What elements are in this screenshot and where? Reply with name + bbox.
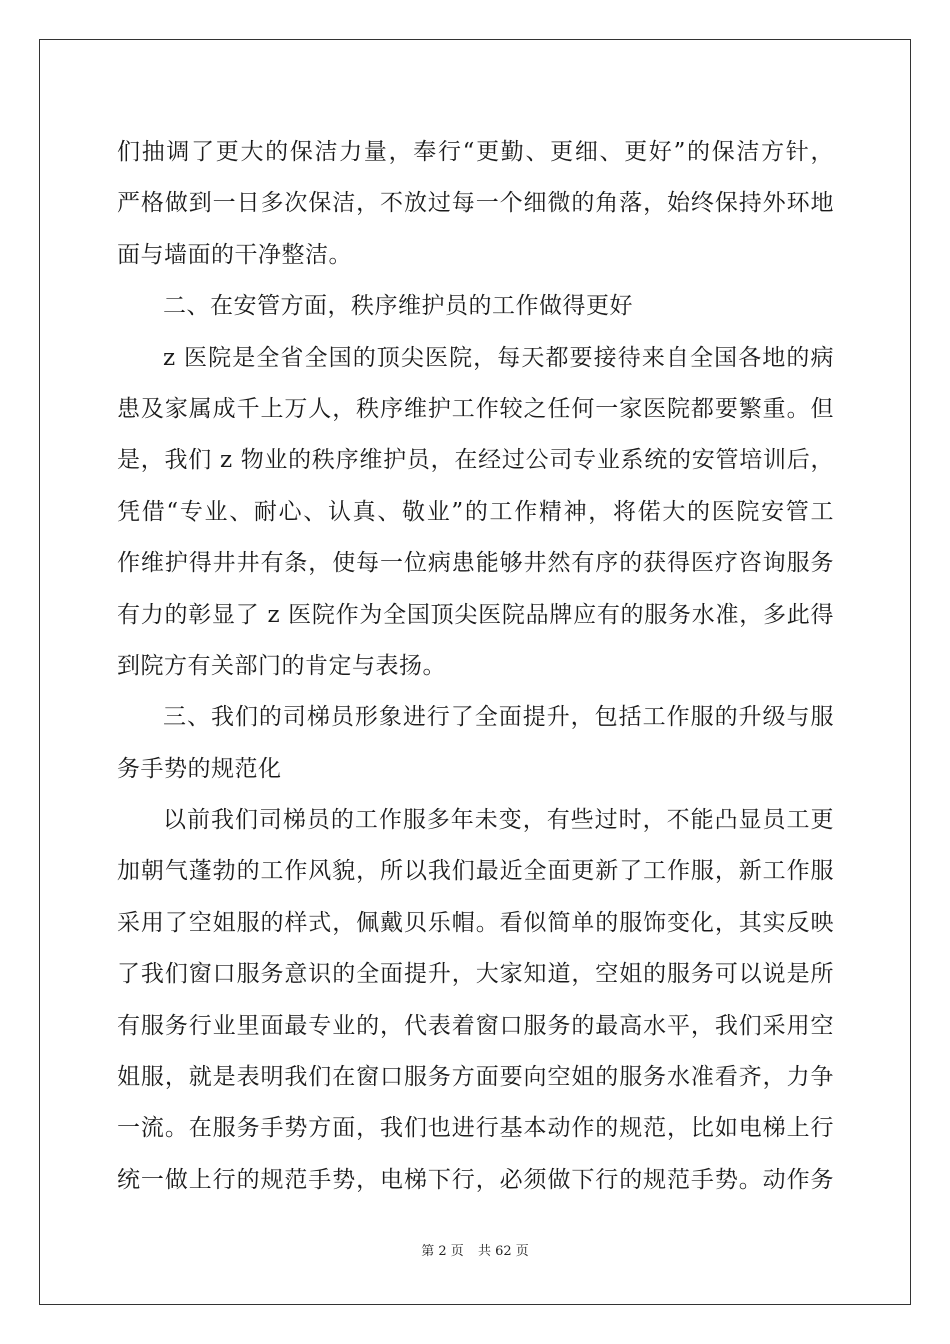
text-line: 以前我们司梯员的工作服多年未变，有些过时，不能凸显员工更	[163, 807, 834, 834]
text-line: 面与墙面的干净整洁。	[117, 241, 352, 268]
text-line: 到院方有关部门的肯定与表扬。	[117, 652, 446, 679]
section-heading: 务手势的规范化	[117, 755, 282, 782]
text-line: 凭借“专业、耐心、认真、敬业”的工作精神，将偌大的医院安管工	[117, 498, 834, 525]
text-line: 统一做上行的规范手势，电梯下行，必须做下行的规范手势。动作务	[117, 1166, 834, 1193]
text-line: 采用了空姐服的样式，佩戴贝乐帽。看似简单的服饰变化，其实反映	[117, 909, 834, 936]
text-line: 作维护得井井有条，使每一位病患能够井然有序的获得医疗咨询服务	[117, 550, 834, 577]
text-line: 一流。在服务手势方面，我们也进行基本动作的规范，比如电梯上行	[117, 1115, 834, 1142]
text-line: 有力的彰显了 z 医院作为全国顶尖医院品牌应有的服务水准，多此得	[117, 601, 834, 628]
text-line: 加朝气蓬勃的工作风貌，所以我们最近全面更新了工作服，新工作服	[117, 858, 834, 885]
text-line: z 医院是全省全国的顶尖医院，每天都要接待来自全国各地的病	[163, 344, 834, 371]
document-body	[117, 127, 834, 1206]
text-line: 严格做到一日多次保洁，不放过每一个细微的角落，始终保持外环地	[117, 190, 834, 217]
text-line: 姐服，就是表明我们在窗口服务方面要向空姐的服务水准看齐，力争	[117, 1064, 834, 1091]
text-line: 患及家属成千上万人，秩序维护工作较之任何一家医院都要繁重。但	[117, 395, 834, 422]
text-line: 了我们窗口服务意识的全面提升，大家知道，空姐的服务可以说是所	[117, 961, 834, 988]
page-footer	[0, 1240, 950, 1259]
page-total: 共 62 页	[477, 1244, 529, 1259]
section-heading: 三、我们的司梯员形象进行了全面提升，包括工作服的升级与服	[163, 704, 834, 731]
section-heading: 二、在安管方面，秩序维护员的工作做得更好	[163, 293, 633, 320]
page-number: 第 2 页	[421, 1244, 464, 1259]
text-line: 是，我们 z 物业的秩序维护员，在经过公司专业系统的安管培训后，	[117, 447, 834, 474]
text-line: 们抽调了更大的保洁力量，奉行“更勤、更细、更好”的保洁方针，	[117, 139, 834, 165]
text-line: 有服务行业里面最专业的，代表着窗口服务的最高水平，我们采用空	[117, 1012, 834, 1039]
